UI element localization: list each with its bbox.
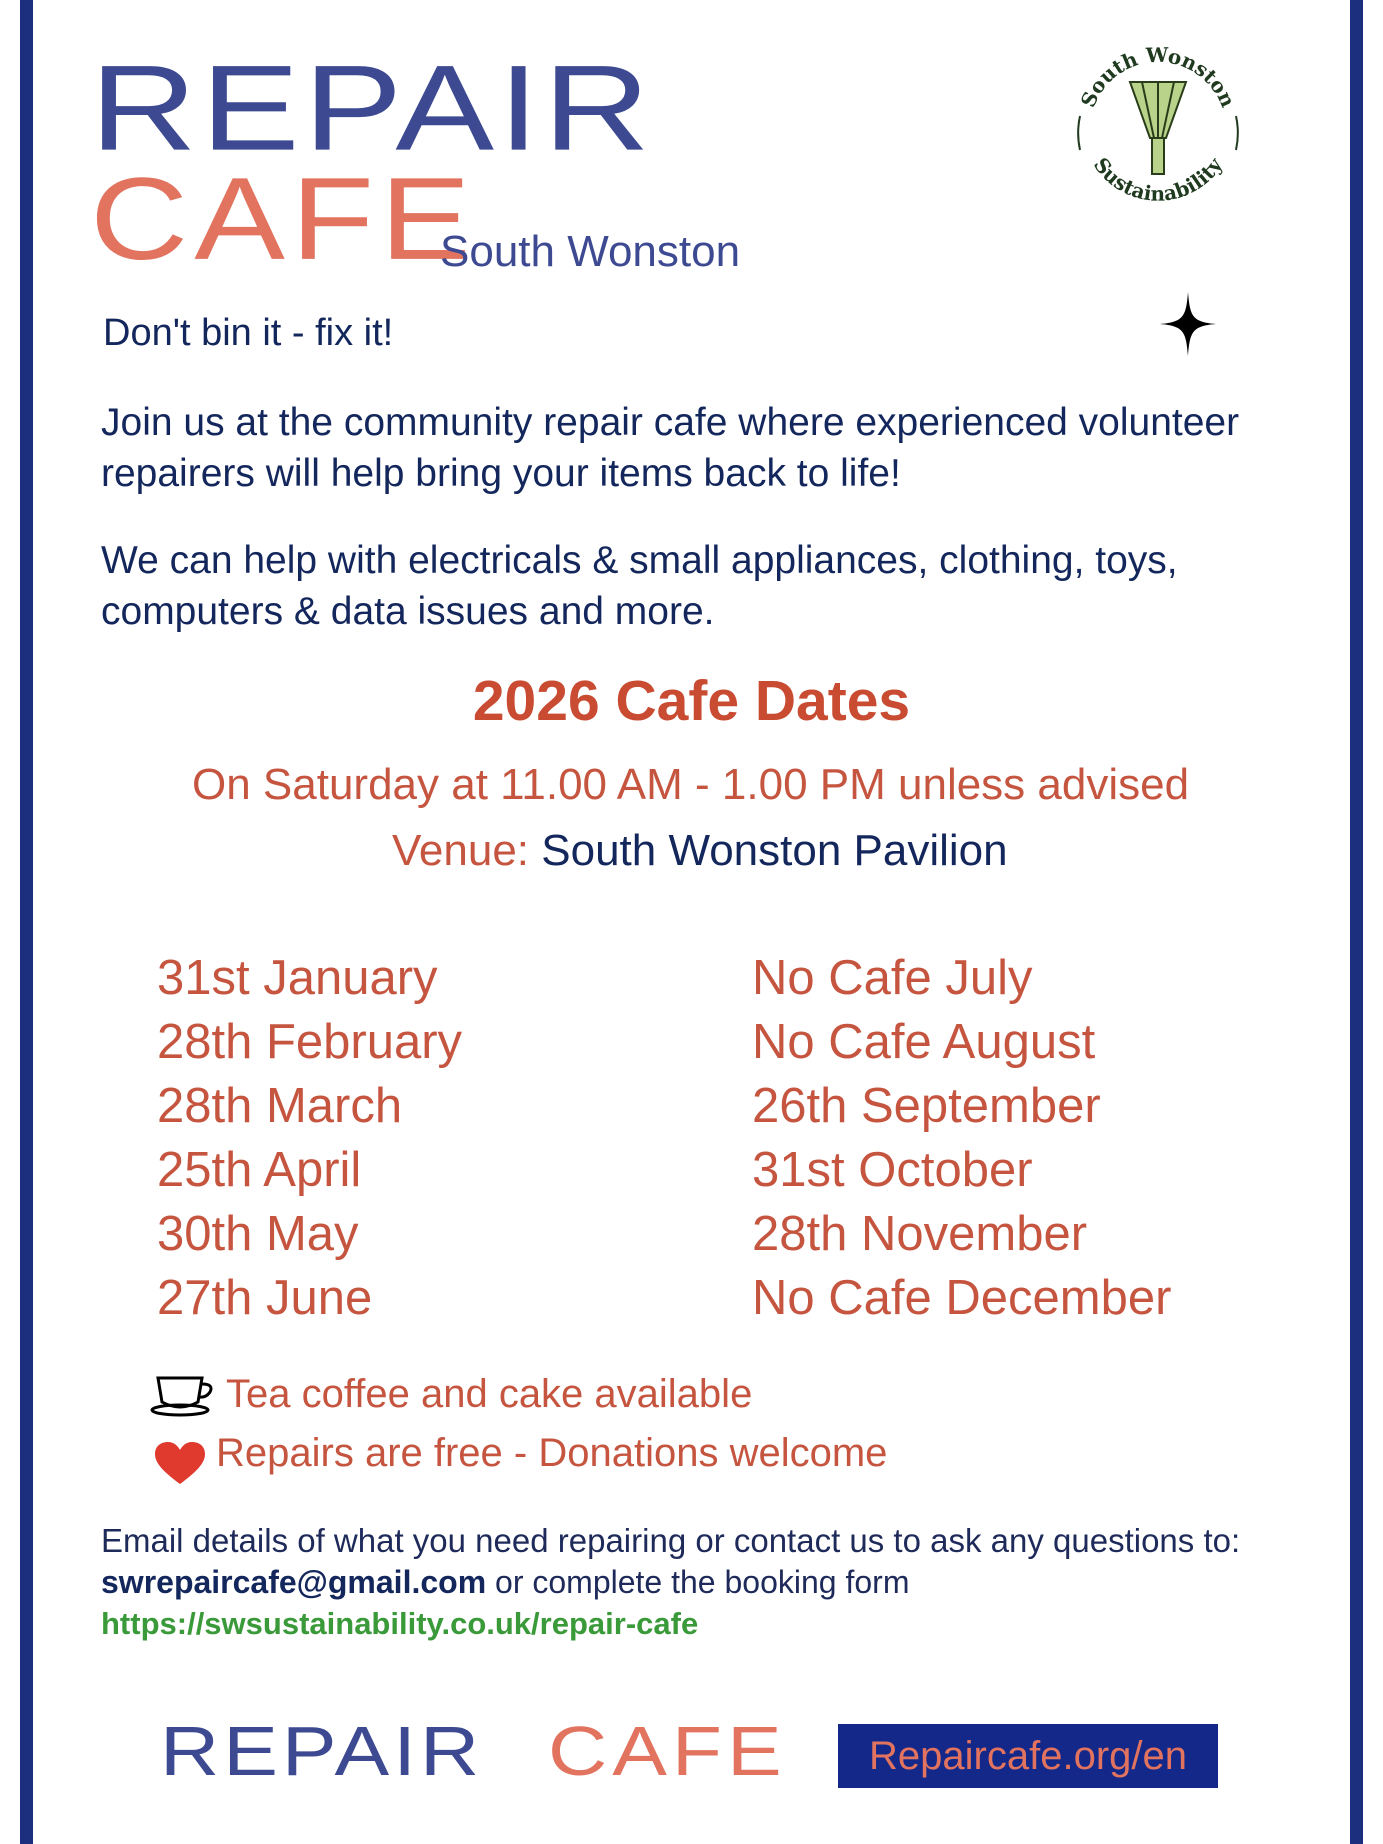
dates-list-left [157,946,462,1330]
seal-top-text: South Wonston [1075,42,1241,111]
heart-icon [155,1442,205,1486]
sustainability-seal-icon [1058,30,1258,230]
date-item: 28th November [752,1207,1088,1261]
dates-list-right [752,946,1171,1330]
date-item: 27th June [157,1271,373,1325]
date-item: 31st January [157,951,438,1005]
amenity-refreshments: Tea coffee and cake available [226,1372,753,1416]
email-link[interactable]: swrepaircafe@gmail.com [101,1564,487,1600]
booking-form-text: or complete the booking form [486,1564,910,1600]
date-item: No Cafe July [752,951,1033,1005]
logo-location: South Wonston [440,227,741,276]
services-paragraph: We can help with electricals & small appliances, clothing, toys, computers & data issues and more. [101,539,1178,633]
date-item: 31st October [752,1143,1033,1197]
intro-paragraph: Join us at the community repair cafe where experienced volunteer repairers will help bring your items back to life! [101,401,1240,495]
logo-cafe-text: CAFE [90,153,477,284]
footer-logo-cafe: CAFE [548,1712,787,1791]
footer-logo-repair: REPAIR [160,1712,484,1791]
venue-value: South Wonston Pavilion [541,826,1008,875]
page-border-right [1350,0,1363,1844]
seal-bottom-text: Sustainability [1088,153,1228,206]
date-item: 26th September [752,1079,1101,1133]
contact-line [101,1564,909,1601]
repaircafe-org-link[interactable]: Repaircafe.org/en [838,1724,1218,1788]
date-item: 28th February [157,1015,463,1069]
date-item: 25th April [157,1143,362,1197]
booking-url-link[interactable]: https://swsustainability.co.uk/repair-cafe [101,1606,699,1641]
logo-repair-text: REPAIR [90,40,655,176]
venue-label: Venue: [392,826,530,875]
time-info: On Saturday at 11.00 AM - 1.00 PM unless advised [192,760,1190,809]
date-item: No Cafe December [752,1271,1172,1325]
venue-info [392,826,1008,876]
amenity-free-repairs: Repairs are free - Donations welcome [216,1431,888,1475]
date-item: 28th March [157,1079,403,1133]
date-item: 30th May [157,1207,359,1261]
page-border-left [20,0,33,1844]
date-item: No Cafe August [752,1015,1096,1069]
sparkle-icon [1160,292,1216,356]
dates-title: 2026 Cafe Dates [472,669,911,733]
teacup-icon [150,1372,218,1418]
tagline: Don't bin it - fix it! [103,312,394,354]
contact-instructions: Email details of what you need repairing or contact us to ask any questions to: [101,1522,1241,1559]
